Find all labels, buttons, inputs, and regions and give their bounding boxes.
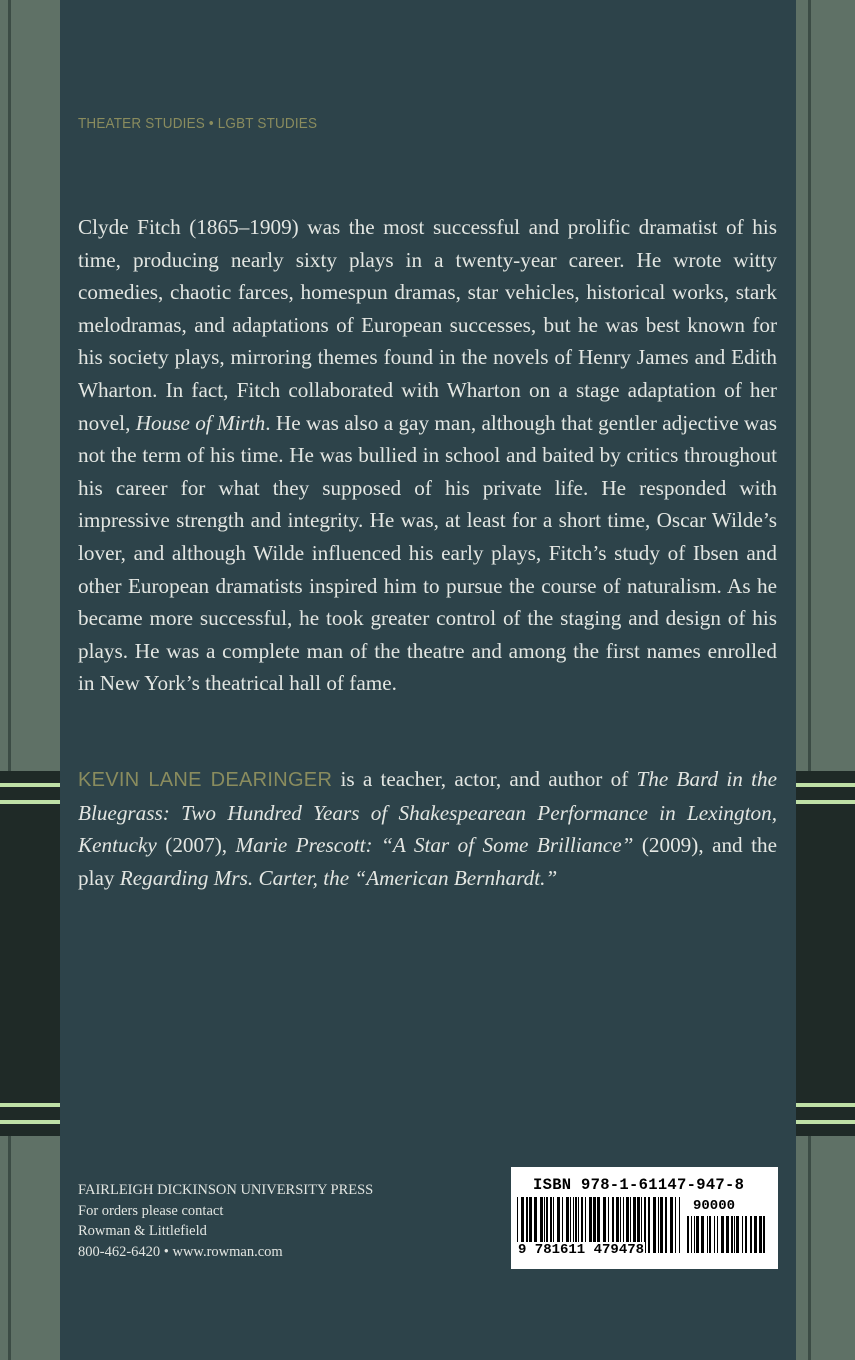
isbn-label: ISBN 978-1-61147-947-8 bbox=[533, 1176, 745, 1194]
author-bio-text-2: (2007), bbox=[156, 833, 236, 858]
book-title-1: The Bard in the Bluegrass: Two Hundred Years of Shakespearean Performance in Lexington, Kentucky bbox=[78, 767, 778, 858]
publisher-orders-line: For orders please contact bbox=[78, 1202, 224, 1219]
addon-barcode-bar bbox=[742, 1216, 743, 1253]
price-addon-barcode-bars bbox=[685, 1216, 769, 1253]
addon-barcode-bar bbox=[759, 1216, 762, 1253]
addon-barcode-bar bbox=[734, 1216, 735, 1253]
left-side-line bbox=[8, 0, 11, 1360]
right-stripe-bottom-2 bbox=[796, 1120, 855, 1124]
barcode-bar bbox=[658, 1197, 659, 1253]
barcode-bar bbox=[670, 1197, 673, 1253]
book-title-2: Marie Prescott: “A Star of Some Brilliance” bbox=[235, 833, 634, 858]
publisher-distributor: Rowman & Littlefield bbox=[78, 1223, 207, 1239]
addon-barcode-bar bbox=[701, 1216, 704, 1253]
addon-barcode-bar bbox=[750, 1216, 752, 1253]
addon-barcode-bar bbox=[696, 1216, 699, 1253]
barcode-bar bbox=[679, 1197, 680, 1253]
left-stripe-bottom-1 bbox=[0, 1103, 60, 1107]
publisher-name: FAIRLEIGH DICKINSON UNIVERSITY PRESS bbox=[78, 1182, 374, 1198]
addon-barcode-bar bbox=[731, 1216, 733, 1253]
addon-digits: 90000 bbox=[693, 1198, 736, 1214]
author-bio-text-1: is a teacher, actor, and author of bbox=[332, 767, 637, 791]
addon-barcode-bar bbox=[714, 1216, 715, 1253]
addon-barcode-bar bbox=[707, 1216, 708, 1253]
author-bio bbox=[78, 763, 777, 894]
addon-barcode-bar bbox=[763, 1216, 765, 1253]
addon-barcode-bar bbox=[717, 1216, 718, 1253]
right-dark-band bbox=[796, 771, 855, 1136]
novel-title: House of Mirth bbox=[135, 410, 266, 435]
addon-barcode-bar bbox=[745, 1216, 747, 1253]
right-stripe-bottom-1 bbox=[796, 1103, 855, 1107]
addon-barcode-bar bbox=[691, 1216, 692, 1253]
right-side-panel bbox=[796, 0, 855, 1360]
publisher-contact: 800-462-6420 • www.rowman.com bbox=[78, 1243, 283, 1260]
addon-barcode-bar bbox=[726, 1216, 729, 1253]
barcode-bar bbox=[653, 1197, 656, 1253]
left-stripe-bottom-2 bbox=[0, 1120, 60, 1124]
right-side-line bbox=[808, 0, 811, 1360]
subject-categories: THEATER STUDIES • LGBT STUDIES bbox=[78, 115, 318, 132]
left-side-panel bbox=[0, 0, 60, 1360]
isbn-barcode bbox=[511, 1167, 778, 1269]
barcode-bar bbox=[660, 1197, 663, 1253]
barcode-bar bbox=[665, 1197, 667, 1253]
author-bio-text-3: (2009), and the play bbox=[78, 833, 777, 890]
addon-barcode-bar bbox=[709, 1216, 711, 1253]
barcode-bar bbox=[648, 1197, 650, 1253]
right-stripe-top-1 bbox=[796, 783, 855, 787]
addon-barcode-bar bbox=[694, 1216, 695, 1253]
right-stripe-top-2 bbox=[796, 800, 855, 804]
addon-barcode-bar bbox=[736, 1216, 739, 1253]
barcode-bar bbox=[675, 1197, 676, 1253]
author-name: KEVIN LANE DEARINGER bbox=[78, 769, 333, 791]
book-description bbox=[78, 211, 777, 700]
publisher-block bbox=[78, 1180, 373, 1262]
addon-barcode-bar bbox=[754, 1216, 757, 1253]
left-stripe-top-1 bbox=[0, 783, 60, 787]
description-text-2: . He was also a gay man, although that gentler adjective was not the term of his time. He was bullied in school and baited by critics throughout his career for what they supposed of his private life. He responded with impressive strength and integrity. He was, at least for a short time, Oscar Wilde’s lover, and although Wilde influenced his early plays, Fitch’s study of Ibsen and other European dramatists inspired him to pursue the course of naturalism. As he became more successful, he took greater control of the staging and design of his plays. He was a complete man of the theatre and among the first names enrolled in New York’s theatrical hall of fame. bbox=[78, 410, 777, 696]
left-stripe-top-2 bbox=[0, 800, 60, 804]
barcode-digits: 9 781611 479478 bbox=[518, 1242, 645, 1258]
play-title: Regarding Mrs. Carter, the “American Bernhardt.” bbox=[119, 865, 558, 890]
addon-barcode-bar bbox=[721, 1216, 724, 1253]
addon-barcode-bar bbox=[687, 1216, 689, 1253]
description-text-1: Clyde Fitch (1865–1909) was the most successful and prolific dramatist of his time, producing nearly sixty plays in a twenty-year career. He wrote witty comedies, chaotic farces, homespun dramas, star vehicles, historical works, stark melodramas, and adaptations of European successes, but he was best known for his society plays, mirroring themes found in the novels of Henry James and Edith Wharton. In fact, Fitch collaborated with Wharton on a stage adaptation of her novel, bbox=[78, 215, 777, 435]
back-cover-panel bbox=[60, 0, 796, 1360]
left-dark-band bbox=[0, 771, 60, 1136]
